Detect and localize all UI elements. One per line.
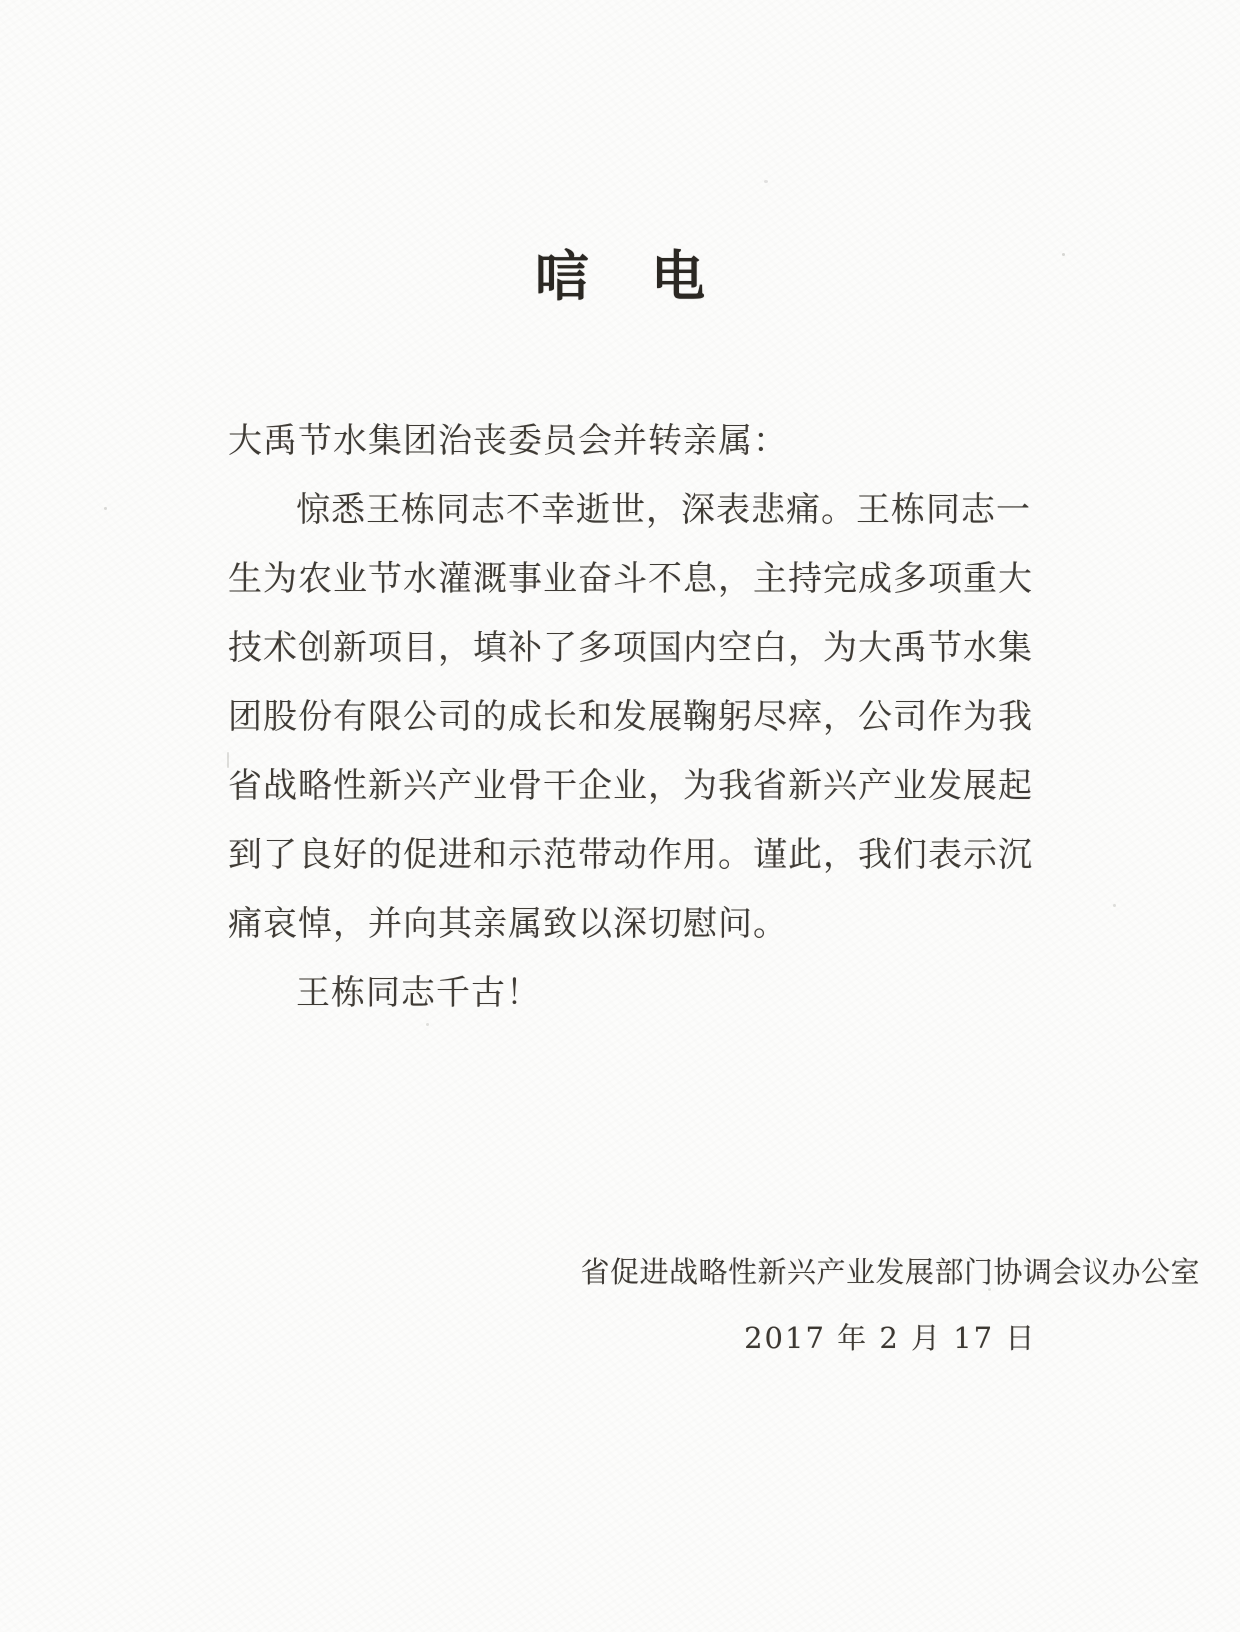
scan-speck xyxy=(426,1023,429,1026)
scan-speck xyxy=(104,507,107,510)
scan-speck xyxy=(227,752,229,768)
body-line: 痛哀悼，并向其亲属致以深切慰问。 xyxy=(228,904,788,944)
body-line: 省战略性新兴产业骨干企业，为我省新兴产业发展起 xyxy=(228,766,1033,806)
letter-body xyxy=(228,407,1033,1028)
title-char-1: 唁 xyxy=(535,244,589,308)
scan-speck xyxy=(988,1288,991,1291)
body-line: 到了良好的促进和示范带动作用。谨此，我们表示沉 xyxy=(228,835,1033,875)
scan-speck xyxy=(1062,253,1065,256)
salutation: 大禹节水集团治丧委员会并转亲属： xyxy=(228,421,788,461)
body-line: 团股份有限公司的成长和发展鞠躬尽瘁，公司作为我 xyxy=(228,697,1033,737)
body-line: 技术创新项目，填补了多项国内空白，为大禹节水集 xyxy=(228,628,1033,668)
signature-date: 2017 年 2 月 17 日 xyxy=(744,1321,1037,1355)
document-title xyxy=(0,244,1240,309)
scan-speck xyxy=(1113,904,1116,907)
signature-office: 省促进战略性新兴产业发展部门协调会议办公室 xyxy=(580,1255,1200,1289)
title-char-2: 电 xyxy=(651,244,705,308)
signature-block xyxy=(580,1250,1200,1360)
body-line: 惊悉王栋同志不幸逝世，深表悲痛。王栋同志一 xyxy=(296,490,1031,530)
scan-speck xyxy=(764,180,768,183)
body-line: 生为农业节水灌溉事业奋斗不息，主持完成多项重大 xyxy=(228,559,1033,599)
tribute-line: 王栋同志千古！ xyxy=(296,973,541,1013)
